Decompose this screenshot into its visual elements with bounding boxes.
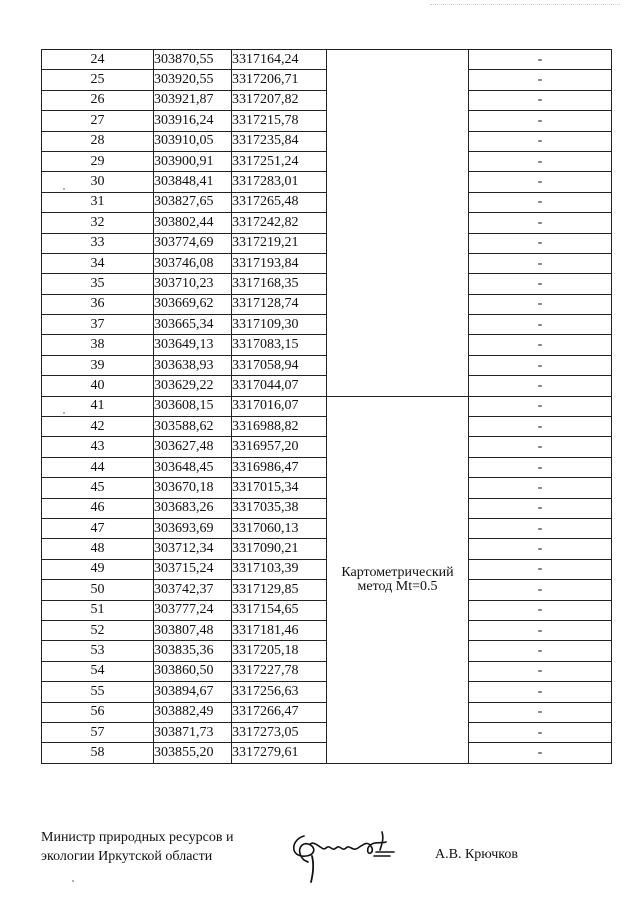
point-number: 45 [42, 478, 154, 498]
point-number: 48 [42, 539, 154, 559]
x-coordinate: 303670,18 [154, 478, 232, 498]
x-coordinate: 303774,69 [154, 233, 232, 253]
point-number: 38 [42, 335, 154, 355]
x-coordinate: 303807,48 [154, 620, 232, 640]
x-coordinate: 303665,34 [154, 315, 232, 335]
dash-cell: - [469, 457, 612, 477]
point-number: 31 [42, 192, 154, 212]
y-coordinate: 3317083,15 [232, 335, 327, 355]
point-number: 47 [42, 518, 154, 538]
point-number: 50 [42, 580, 154, 600]
dash-cell: - [469, 743, 612, 763]
point-number: 24 [42, 50, 154, 70]
y-coordinate: 3317251,24 [232, 151, 327, 171]
dash-cell: - [469, 274, 612, 294]
x-coordinate: 303588,62 [154, 417, 232, 437]
x-coordinate: 303693,69 [154, 518, 232, 538]
y-coordinate: 3317090,21 [232, 539, 327, 559]
minister-title-line-2: экологии Иркутской области [41, 849, 213, 864]
signature-block [41, 828, 611, 888]
point-number: 58 [42, 743, 154, 763]
point-number: 29 [42, 151, 154, 171]
dash-cell: - [469, 192, 612, 212]
point-number: 53 [42, 641, 154, 661]
y-coordinate: 3317206,71 [232, 70, 327, 90]
dash-cell: - [469, 661, 612, 681]
dash-cell: - [469, 111, 612, 131]
x-coordinate: 303627,48 [154, 437, 232, 457]
y-coordinate: 3317060,13 [232, 518, 327, 538]
dash-cell: - [469, 213, 612, 233]
y-coordinate: 3317058,94 [232, 355, 327, 375]
y-coordinate: 3317103,39 [232, 559, 327, 579]
x-coordinate: 303827,65 [154, 192, 232, 212]
point-number: 39 [42, 355, 154, 375]
coordinates-table [41, 49, 612, 764]
y-coordinate: 3317266,47 [232, 702, 327, 722]
dash-cell: - [469, 172, 612, 192]
handwritten-signature [286, 822, 406, 884]
point-number: 42 [42, 417, 154, 437]
scan-speck [63, 412, 65, 414]
minister-title [41, 828, 233, 866]
scan-speck [72, 880, 74, 882]
x-coordinate: 303712,34 [154, 539, 232, 559]
point-number: 34 [42, 253, 154, 273]
x-coordinate: 303746,08 [154, 253, 232, 273]
dash-cell: - [469, 294, 612, 314]
point-number: 43 [42, 437, 154, 457]
scan-artifact [430, 4, 620, 7]
y-coordinate: 3317044,07 [232, 376, 327, 396]
y-coordinate: 3316957,20 [232, 437, 327, 457]
dash-cell: - [469, 335, 612, 355]
y-coordinate: 3317109,30 [232, 315, 327, 335]
y-coordinate: 3317273,05 [232, 722, 327, 742]
x-coordinate: 303742,37 [154, 580, 232, 600]
dash-cell: - [469, 641, 612, 661]
coordinates-table-body [42, 50, 612, 764]
x-coordinate: 303715,24 [154, 559, 232, 579]
y-coordinate: 3317129,85 [232, 580, 327, 600]
point-number: 35 [42, 274, 154, 294]
y-coordinate: 3317227,78 [232, 661, 327, 681]
dash-cell: - [469, 417, 612, 437]
dash-cell: - [469, 437, 612, 457]
x-coordinate: 303669,62 [154, 294, 232, 314]
point-number: 51 [42, 600, 154, 620]
dash-cell: - [469, 315, 612, 335]
x-coordinate: 303648,45 [154, 457, 232, 477]
table-row [42, 50, 612, 70]
y-coordinate: 3317219,21 [232, 233, 327, 253]
dash-cell: - [469, 131, 612, 151]
point-number: 41 [42, 396, 154, 416]
dash-cell: - [469, 580, 612, 600]
x-coordinate: 303608,15 [154, 396, 232, 416]
point-number: 57 [42, 722, 154, 742]
y-coordinate: 3317207,82 [232, 90, 327, 110]
y-coordinate: 3317164,24 [232, 50, 327, 70]
dash-cell: - [469, 376, 612, 396]
x-coordinate: 303638,93 [154, 355, 232, 375]
dash-cell: - [469, 233, 612, 253]
point-number: 44 [42, 457, 154, 477]
point-number: 32 [42, 213, 154, 233]
point-number: 36 [42, 294, 154, 314]
point-number: 46 [42, 498, 154, 518]
x-coordinate: 303871,73 [154, 722, 232, 742]
x-coordinate: 303683,26 [154, 498, 232, 518]
x-coordinate: 303710,23 [154, 274, 232, 294]
x-coordinate: 303848,41 [154, 172, 232, 192]
x-coordinate: 303802,44 [154, 213, 232, 233]
dash-cell: - [469, 518, 612, 538]
method-line-2: метод Mt=0.5 [357, 578, 438, 594]
dash-cell: - [469, 151, 612, 171]
x-coordinate: 303629,22 [154, 376, 232, 396]
dash-cell: - [469, 559, 612, 579]
x-coordinate: 303855,20 [154, 743, 232, 763]
method-cell [327, 396, 469, 763]
point-number: 56 [42, 702, 154, 722]
point-number: 40 [42, 376, 154, 396]
y-coordinate: 3317035,38 [232, 498, 327, 518]
point-number: 27 [42, 111, 154, 131]
y-coordinate: 3317256,63 [232, 682, 327, 702]
y-coordinate: 3317215,78 [232, 111, 327, 131]
dash-cell: - [469, 682, 612, 702]
x-coordinate: 303777,24 [154, 600, 232, 620]
table-row [42, 396, 612, 416]
point-number: 30 [42, 172, 154, 192]
x-coordinate: 303921,87 [154, 90, 232, 110]
y-coordinate: 3317235,84 [232, 131, 327, 151]
point-number: 28 [42, 131, 154, 151]
point-number: 37 [42, 315, 154, 335]
dash-cell: - [469, 355, 612, 375]
dash-cell: - [469, 90, 612, 110]
y-coordinate: 3317205,18 [232, 641, 327, 661]
point-number: 55 [42, 682, 154, 702]
x-coordinate: 303894,67 [154, 682, 232, 702]
dash-cell: - [469, 253, 612, 273]
y-coordinate: 3317181,46 [232, 620, 327, 640]
dash-cell: - [469, 722, 612, 742]
y-coordinate: 3317128,74 [232, 294, 327, 314]
y-coordinate: 3317283,01 [232, 172, 327, 192]
y-coordinate: 3316986,47 [232, 457, 327, 477]
y-coordinate: 3317279,61 [232, 743, 327, 763]
x-coordinate: 303910,05 [154, 131, 232, 151]
dash-cell: - [469, 50, 612, 70]
signatory-name: А.В. Крючков [435, 847, 518, 862]
point-number: 49 [42, 559, 154, 579]
dash-cell: - [469, 539, 612, 559]
x-coordinate: 303860,50 [154, 661, 232, 681]
x-coordinate: 303835,36 [154, 641, 232, 661]
dash-cell: - [469, 396, 612, 416]
y-coordinate: 3317168,35 [232, 274, 327, 294]
y-coordinate: 3317015,34 [232, 478, 327, 498]
point-number: 25 [42, 70, 154, 90]
dash-cell: - [469, 702, 612, 722]
dash-cell: - [469, 600, 612, 620]
minister-title-line-1: Министр природных ресурсов и [41, 830, 234, 845]
y-coordinate: 3317193,84 [232, 253, 327, 273]
y-coordinate: 3317242,82 [232, 213, 327, 233]
point-number: 54 [42, 661, 154, 681]
x-coordinate: 303870,55 [154, 50, 232, 70]
dash-cell: - [469, 478, 612, 498]
x-coordinate: 303900,91 [154, 151, 232, 171]
point-number: 26 [42, 90, 154, 110]
point-number: 52 [42, 620, 154, 640]
method-line-1: Картометрический [341, 564, 454, 580]
y-coordinate: 3317154,65 [232, 600, 327, 620]
x-coordinate: 303920,55 [154, 70, 232, 90]
y-coordinate: 3317016,07 [232, 396, 327, 416]
dash-cell: - [469, 498, 612, 518]
scan-speck [63, 188, 65, 190]
x-coordinate: 303882,49 [154, 702, 232, 722]
point-number: 33 [42, 233, 154, 253]
x-coordinate: 303649,13 [154, 335, 232, 355]
y-coordinate: 3316988,82 [232, 417, 327, 437]
x-coordinate: 303916,24 [154, 111, 232, 131]
y-coordinate: 3317265,48 [232, 192, 327, 212]
dash-cell: - [469, 620, 612, 640]
method-cell [327, 50, 469, 397]
dash-cell: - [469, 70, 612, 90]
